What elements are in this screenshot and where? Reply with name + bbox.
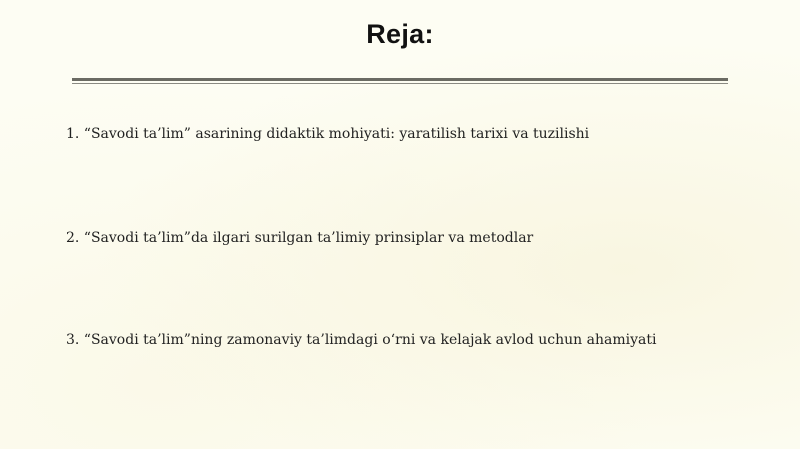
plan-item-2: 2. “Savodi ta’lim”da ilgari surilgan ta’limiy prinsiplar va metodlar [66,230,534,246]
slide-title: Reja: [366,19,434,49]
title-divider-thick [72,78,728,81]
title-divider-thin [72,83,728,84]
plan-item-1: 1. “Savodi ta’lim” asarining didaktik mohiyati: yaratilish tarixi va tuzilishi [66,126,590,142]
plan-item-3: 3. “Savodi ta’lim”ning zamonaviy ta’limdagi o‘rni va kelajak avlod uchun ahamiyati [66,332,657,348]
